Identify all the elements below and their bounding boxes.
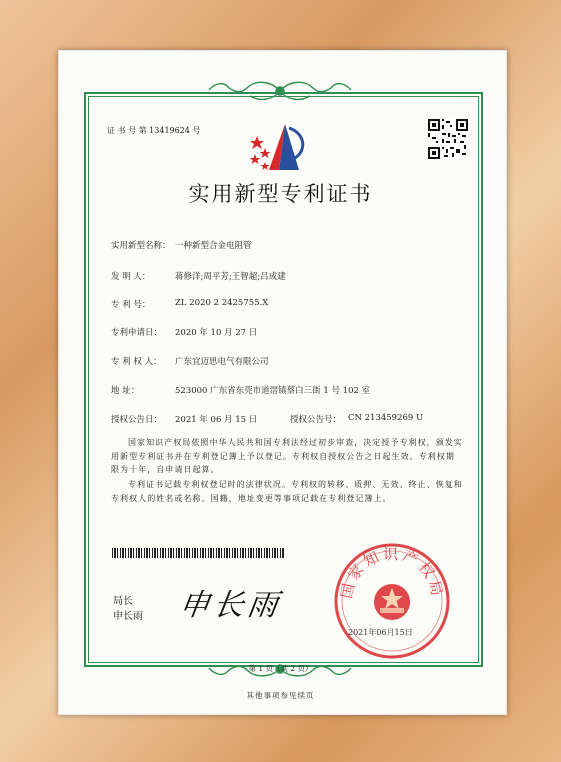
patent-number-label: 专 利 号： — [111, 300, 151, 310]
filing-date-label: 专利申请日： — [111, 328, 163, 338]
address-label: 地 址： — [111, 386, 140, 396]
page-number: 第 1 页（共 2 页） — [248, 664, 313, 673]
patent-number-value: ZL 2020 2 2425755.X — [175, 298, 269, 308]
footer-note: 其他事项参见续页 — [246, 691, 315, 700]
grant-paragraph: 国家知识产权局依照中华人民共和国专利法经过初步审查，决定授予专利权，颁发实用新型专利证书并在专利登记簿上予以登记。专利权自授权公告之日起生效。专利权期限为十年，自申请日起算。 — [111, 438, 463, 474]
certificate-number: 证 书 号 第 13419624 号 — [107, 126, 201, 135]
director-label: 局长 — [113, 596, 133, 607]
inventor-value: 蒋修洋;周平芳;王智超;吕成建 — [175, 272, 286, 282]
patentee-value: 广东宜迈思电气有限公司 — [175, 357, 269, 367]
announce-date-value: 2021 年 06 月 15 日 — [175, 415, 258, 425]
seal-date: 2021年06月15日 — [348, 628, 413, 637]
filing-date-value: 2020 年 10 月 27 日 — [175, 328, 258, 338]
top-ornament-icon — [205, 78, 355, 104]
patent-office-logo-icon — [245, 120, 315, 176]
legal-status-paragraph: 专利证书记载专利权登记时的法律状况。专利权的转移、质押、无效、终止、恢复和专利权人的姓名或名称、国籍、地址变更等事项记载在专利登记簿上。 — [111, 480, 463, 503]
certificate-title: 实用新型专利证书 — [188, 182, 373, 206]
utility-model-name-label: 实用新型名称： — [111, 241, 171, 251]
director-name: 申长雨 — [113, 611, 143, 622]
announce-date-label: 授权公告日： — [111, 415, 163, 425]
inventor-label: 发 明 人： — [111, 272, 151, 282]
barcode-icon — [112, 548, 284, 558]
announce-number-label: 授权公告号： — [290, 415, 342, 425]
announce-number-value: CN 213459269 U — [348, 413, 424, 423]
seal-icon — [333, 542, 451, 660]
address-value: 523000 广东省东莞市道滘镇蔡白三街 1 号 102 室 — [175, 386, 371, 396]
utility-model-name-value: 一种新型合金电阻管 — [175, 241, 252, 251]
director-signature: 申长雨 — [177, 588, 284, 623]
patentee-label: 专 利 权 人： — [111, 357, 162, 367]
qr-code-icon — [428, 119, 468, 159]
seal-text: 国家知识产权局 — [337, 545, 447, 601]
